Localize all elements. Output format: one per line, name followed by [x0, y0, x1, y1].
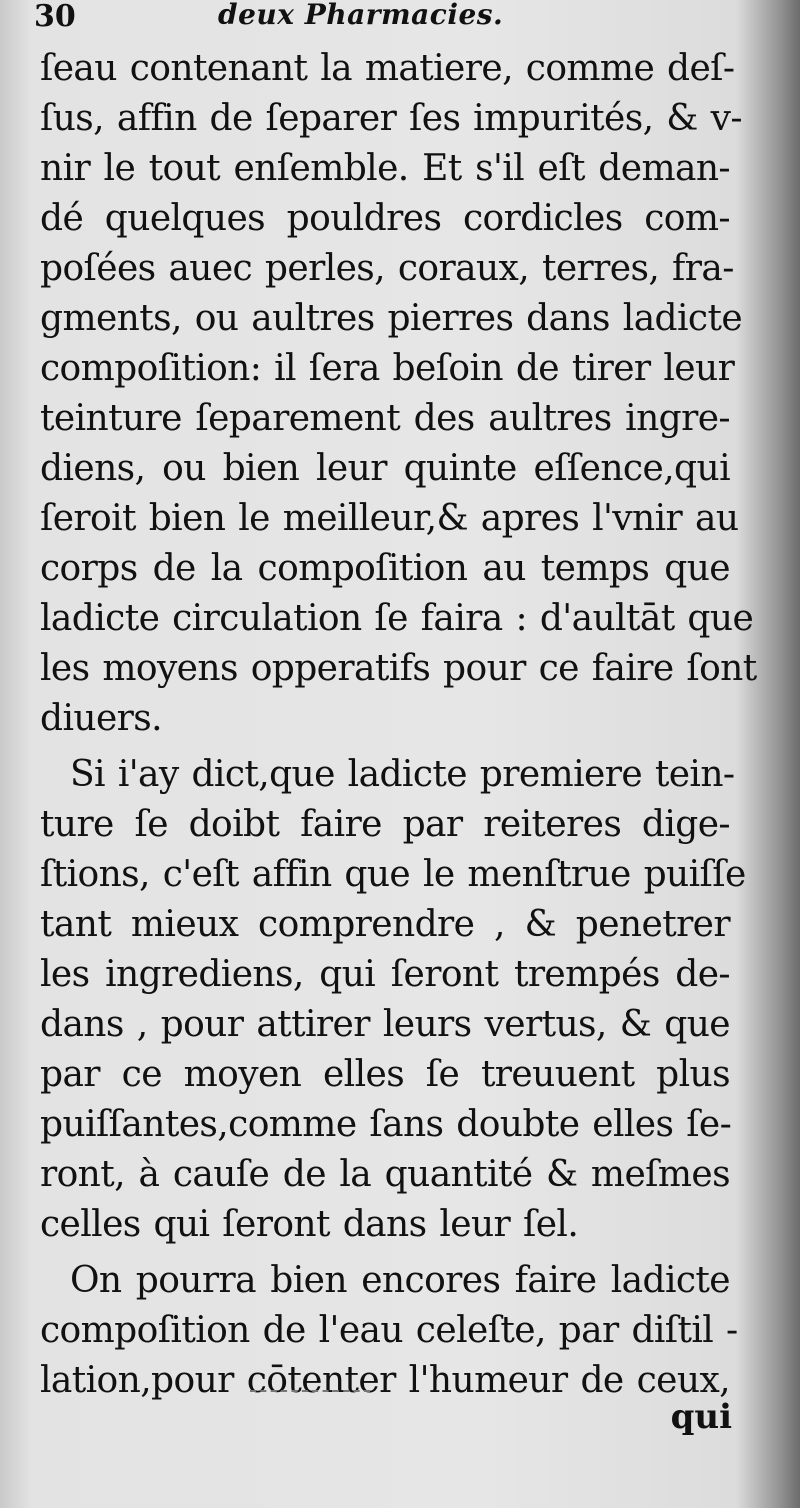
- text-line: dé quelques pouldres cordicles com-: [40, 198, 730, 239]
- text-line: ront, à cauſe de la quantité & meſmes: [40, 1154, 730, 1195]
- text-line-paragraph-start: Si i'ay dict,que ladicte premiere tein-: [70, 754, 735, 795]
- text-line-paragraph-end: celles qui ſeront dans leur ſel.: [40, 1204, 579, 1245]
- text-line: lation,pour cōtenter l'humeur de ceux,: [40, 1360, 730, 1401]
- running-head: [34, 0, 734, 40]
- text-line: dans , pour attirer leurs vertus, & que: [40, 1004, 730, 1045]
- text-line: ladicte circulation ſe faira : d'aultāt que: [40, 598, 754, 639]
- text-line: ſus, affin de ſeparer ſes impurités, & v-: [40, 98, 742, 139]
- text-line: corps de la compoſition au temps que: [40, 548, 730, 589]
- text-line: gments, ou aultres pierres dans ladicte: [40, 298, 743, 339]
- text-line: compoſition: il ſera beſoin de tirer leur: [40, 348, 735, 389]
- text-line: nir le tout enſemble. Et s'il eſt deman-: [40, 148, 730, 189]
- text-line: tant mieux comprendre , & penetrer: [40, 904, 730, 945]
- text-line-paragraph-start: On pourra bien encores faire ladicte: [70, 1260, 730, 1301]
- text-line: teinture ſeparement des aultres ingre-: [40, 398, 730, 439]
- text-line: ſeroit bien le meilleur,& apres l'vnir au: [40, 498, 739, 539]
- text-line: les moyens opperatifs pour ce faire ſont: [40, 648, 757, 689]
- text-line: par ce moyen elles ſe treuuent plus: [40, 1054, 730, 1095]
- page-number: 30: [34, 0, 76, 34]
- text-line: ſtions, c'eſt affin que le menſtrue puiſſe: [40, 854, 746, 895]
- text-line-paragraph-end: diuers.: [40, 698, 162, 739]
- text-line: les ingrediens, qui ſeront trempés de-: [40, 954, 730, 995]
- text-line: puiſſantes,comme ſans doubte elles ſe-: [40, 1104, 732, 1145]
- text-line: poſées auec perles, coraux, terres, fra-: [40, 248, 734, 289]
- text-line: ture ſe doibt faire par reiteres dige-: [40, 804, 730, 845]
- running-title: deux Pharmacies.: [218, 0, 504, 31]
- text-line: diens, ou bien leur quinte eſſence,qui: [40, 448, 730, 489]
- faded-rule: [250, 1390, 370, 1392]
- catchword: qui: [670, 1397, 732, 1437]
- body-text: [40, 44, 757, 1406]
- text-line: compoſition de l'eau celeſte, par diſtil -: [40, 1310, 738, 1351]
- text-line: ſeau contenant la matiere, comme deſ-: [40, 48, 735, 89]
